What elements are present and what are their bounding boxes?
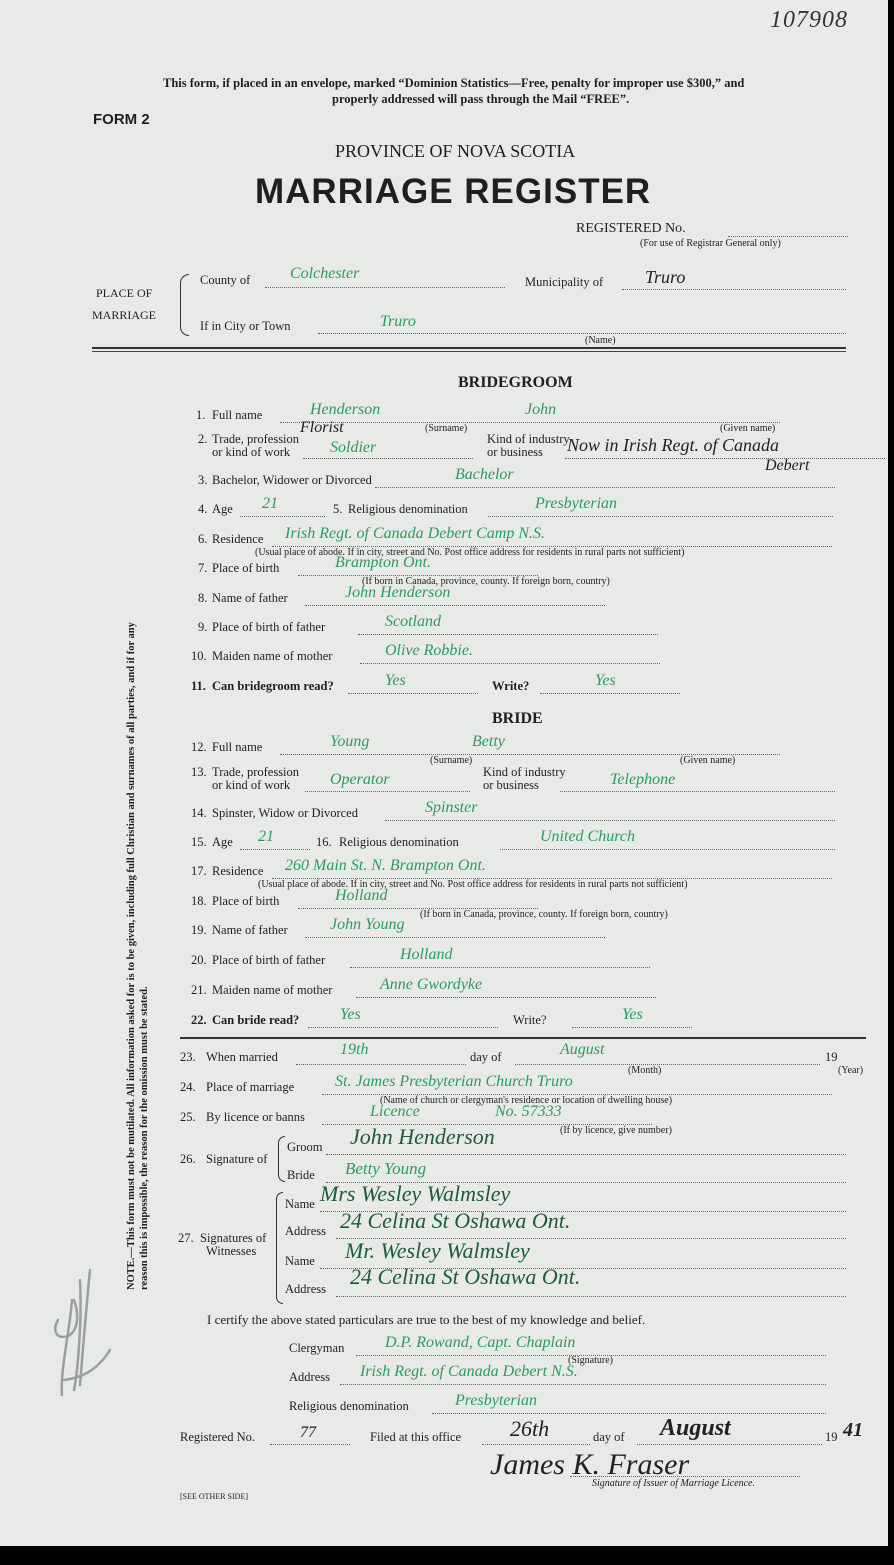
filed-year-prefix: 19 (825, 1430, 838, 1444)
groom-religion-label: Religious denomination (348, 502, 468, 516)
when-married-label: When married (206, 1050, 278, 1064)
q18-number: 18. (191, 894, 207, 908)
q13-number: 13. (191, 765, 207, 779)
document-number: 107908 (770, 7, 848, 33)
groom-father: John Henderson (345, 584, 451, 601)
bride-trade-label-2: or kind of work (212, 778, 291, 792)
filed-label: Filed at this office (370, 1430, 462, 1444)
clergyman-label: Clergyman (289, 1341, 345, 1355)
witness2-address-label: Address (285, 1282, 326, 1296)
groom-read: Yes (385, 672, 406, 689)
bride-religion-label: Religious denomination (339, 835, 459, 849)
issuer-signature: James K. Fraser (490, 1448, 690, 1481)
marriage-place-label: Place of marriage (206, 1080, 295, 1094)
groom-birthplace-label: Place of birth (212, 561, 280, 575)
groom-father-birthplace: Scotland (385, 613, 441, 630)
bride-religion: United Church (540, 828, 635, 845)
registered-no-label-footer: Registered No. (180, 1430, 255, 1444)
marriage-label: MARRIAGE (92, 308, 157, 322)
filed-day: 26th (510, 1416, 550, 1441)
groom-industry-label: Kind of industry (487, 432, 570, 446)
bride-status: Spinster (425, 799, 478, 816)
bride-father: John Young (330, 916, 405, 933)
bride-residence: 260 Main St. N. Brampton Ont. (285, 857, 486, 874)
q16-number: 16. (316, 835, 332, 849)
bride-mother: Anne Gwordyke (380, 976, 483, 993)
city-label: If in City or Town (200, 319, 291, 333)
bride-full-name-label: Full name (212, 740, 263, 754)
year-note: (Year) (838, 1065, 864, 1076)
groom-sig-label: Groom (287, 1140, 323, 1154)
q8-number: 8. (198, 591, 208, 605)
bride-surname: Young (330, 733, 370, 750)
signature-of-label: Signature of (206, 1152, 268, 1166)
groom-surname-note: (Surname) (425, 423, 468, 434)
groom-residence-note: (Usual place of abode. If in city, street and No. Post office address for residents in rural parts not sufficient) (255, 547, 685, 558)
groom-trade: Soldier (330, 439, 377, 456)
registrar-note: (For use of Registrar General only) (640, 238, 781, 249)
bridegroom-heading: BRIDEGROOM (458, 374, 573, 391)
groom-industry-location: Debert (765, 457, 810, 474)
side-note: NOTE.—This form must not be mutilated. All information asked for is to be given, including full Christian and surnames of all parties, and if for any reason this is impossible, the reason for the omission must be stated. (126, 622, 150, 1290)
q27-number: 27. (178, 1231, 194, 1245)
licence-number: No. 57333 (495, 1103, 562, 1120)
q22-number: 22. (191, 1013, 207, 1027)
groom-signature: John Henderson (350, 1124, 495, 1149)
clergyman-denomination: Presbyterian (455, 1392, 538, 1409)
q6-number: 6. (198, 532, 208, 546)
married-year-prefix: 19 (825, 1050, 838, 1064)
q5-number: 5. (333, 502, 343, 516)
county-value: Colchester (290, 265, 360, 282)
bride-trade-label: Trade, profession (212, 765, 300, 779)
q12-number: 12. (191, 740, 207, 754)
filed-day-label: day of (593, 1430, 625, 1444)
registered-number: 77 (300, 1424, 316, 1441)
groom-status-label: Bachelor, Widower or Divorced (212, 473, 372, 487)
bride-father-birth-label: Place of birth of father (212, 953, 326, 967)
bride-given-note: (Given name) (680, 755, 736, 766)
marriage-place-note: (Name of church or clergyman's residence or location of dwelling house) (380, 1095, 673, 1106)
groom-age-label: Age (212, 502, 233, 516)
q21-number: 21. (191, 983, 207, 997)
witness1-name-label: Name (285, 1197, 315, 1211)
bride-father-birthplace: Holland (400, 946, 453, 963)
witness2-name: Mr. Wesley Walmsley (345, 1238, 530, 1263)
bride-given-name: Betty (472, 733, 505, 750)
q14-number: 14. (191, 806, 207, 820)
city-name-note: (Name) (585, 335, 616, 346)
bride-write-label: Write? (513, 1013, 547, 1027)
groom-write-label: Write? (492, 679, 530, 693)
bride-write: Yes (622, 1006, 643, 1023)
q17-number: 17. (191, 864, 207, 878)
groom-status: Bachelor (455, 466, 514, 483)
mail-notice-line-2: properly addressed will pass through the Mail “FREE”. (332, 92, 630, 106)
bride-read-label: Can bride read? (212, 1013, 300, 1027)
witness1-address-label: Address (285, 1224, 326, 1238)
groom-religion: Presbyterian (535, 495, 618, 512)
married-day: 19th (340, 1041, 369, 1058)
groom-full-name-label: Full name (212, 408, 263, 422)
bride-surname-note: (Surname) (430, 755, 473, 766)
bride-signature: Betty Young (345, 1159, 427, 1178)
q25-number: 25. (180, 1110, 196, 1124)
clergyman-signature-note: (Signature) (568, 1355, 613, 1366)
groom-trade-label-2: or kind of work (212, 445, 291, 459)
q26-number: 26. (180, 1152, 196, 1166)
bride-birthplace-label: Place of birth (212, 894, 280, 908)
q19-number: 19. (191, 923, 207, 937)
groom-surname: Henderson (310, 401, 381, 418)
certification-statement: I certify the above stated particulars are true to the best of my knowledge and belief. (207, 1312, 646, 1327)
q15-number: 15. (191, 835, 207, 849)
county-label: County of (200, 273, 251, 287)
bride-mother-label: Maiden name of mother (212, 983, 333, 997)
groom-write: Yes (595, 672, 616, 689)
q20-number: 20. (191, 953, 207, 967)
bride-industry-label-2: or business (483, 778, 539, 792)
form-title: MARRIAGE REGISTER (255, 172, 652, 211)
bride-heading: BRIDE (492, 710, 543, 727)
q9-number: 9. (198, 620, 208, 634)
bride-residence-note: (Usual place of abode. If in city, street and No. Post office address for residents in rural parts not sufficient) (258, 879, 688, 890)
municipality-value: Truro (645, 267, 686, 287)
groom-trade-label: Trade, profession (212, 432, 300, 446)
groom-father-label: Name of father (212, 591, 288, 605)
licence-note: (If by licence, give number) (560, 1125, 672, 1136)
filed-month: August (660, 1415, 731, 1441)
q7-number: 7. (198, 561, 208, 575)
groom-birthplace-note: (If born in Canada, province, county. If foreign born, country) (362, 576, 610, 587)
month-note: (Month) (628, 1065, 662, 1076)
married-day-label: day of (470, 1050, 502, 1064)
groom-residence-label: Residence (212, 532, 264, 546)
groom-mother: Olive Robbie. (385, 642, 473, 659)
groom-read-label: Can bridegroom read? (212, 679, 334, 693)
form-number: FORM 2 (93, 111, 150, 128)
bride-trade: Operator (330, 771, 390, 788)
groom-industry: Now in Irish Regt. of Canada (567, 435, 780, 455)
bride-birthplace: Holland (335, 887, 388, 904)
groom-age: 21 (262, 495, 278, 512)
q1-number: 1. (196, 408, 206, 422)
filed-year: 41 (843, 1419, 863, 1441)
clergyman-address-label: Address (289, 1370, 330, 1384)
groom-industry-label-2: or business (487, 445, 543, 459)
q2-number: 2. (198, 432, 208, 446)
bride-birthplace-note: (If born in Canada, province, county. If foreign born, country) (420, 909, 668, 920)
registered-no-label: REGISTERED No. (576, 221, 686, 236)
groom-residence: Irish Regt. of Canada Debert Camp N.S. (285, 525, 545, 542)
groom-father-birth-label: Place of birth of father (212, 620, 326, 634)
clergyman-signature: D.P. Rowand, Capt. Chaplain (385, 1334, 576, 1351)
married-month: August (560, 1041, 605, 1058)
q23-number: 23. (180, 1050, 196, 1064)
witnesses-label-2: Witnesses (206, 1244, 257, 1258)
bride-sig-label: Bride (287, 1168, 315, 1182)
groom-given-note: (Given name) (720, 423, 776, 434)
city-value: Truro (380, 313, 416, 330)
clergyman-address: Irish Regt. of Canada Debert N.S. (360, 1363, 578, 1380)
bride-industry-label: Kind of industry (483, 765, 566, 779)
bride-age-label: Age (212, 835, 233, 849)
q4-number: 4. (198, 502, 208, 516)
bride-status-label: Spinster, Widow or Divorced (212, 806, 358, 820)
bride-father-label: Name of father (212, 923, 288, 937)
witness1-name: Mrs Wesley Walmsley (320, 1181, 511, 1206)
province-heading: PROVINCE OF NOVA SCOTIA (335, 141, 576, 161)
q11-number: 11. (191, 679, 206, 693)
municipality-label: Municipality of (525, 275, 604, 289)
bride-residence-label: Residence (212, 864, 264, 878)
witness1-address: 24 Celina St Oshawa Ont. (340, 1208, 571, 1233)
marriage-place: St. James Presbyterian Church Truro (335, 1073, 573, 1090)
q3-number: 3. (198, 473, 208, 487)
witness2-name-label: Name (285, 1254, 315, 1268)
q10-number: 10. (191, 649, 207, 663)
groom-mother-label: Maiden name of mother (212, 649, 333, 663)
licence-banns-label: By licence or banns (206, 1110, 305, 1124)
bride-industry: Telephone (610, 771, 676, 788)
licence-type: Licence (370, 1103, 420, 1120)
groom-birthplace: Brampton Ont. (335, 554, 431, 571)
pencil-mark-icon (50, 1260, 120, 1400)
q24-number: 24. (180, 1080, 196, 1094)
groom-given-name: John (525, 401, 557, 418)
place-of-label: PLACE OF (96, 286, 153, 300)
issuer-note: Signature of Issuer of Marriage Licence. (592, 1478, 755, 1489)
see-other-side: [SEE OTHER SIDE] (180, 1492, 248, 1501)
groom-previous-trade: Florist (300, 419, 344, 436)
mail-notice-line-1: This form, if placed in an envelope, marked “Dominion Statistics—Free, penalty for improper use $300,” and (163, 76, 745, 90)
bride-age: 21 (258, 828, 274, 845)
witnesses-label: Signatures of (200, 1231, 267, 1245)
witness2-address: 24 Celina St Oshawa Ont. (350, 1264, 581, 1289)
bride-read: Yes (340, 1006, 361, 1023)
clergyman-denomination-label: Religious denomination (289, 1399, 409, 1413)
